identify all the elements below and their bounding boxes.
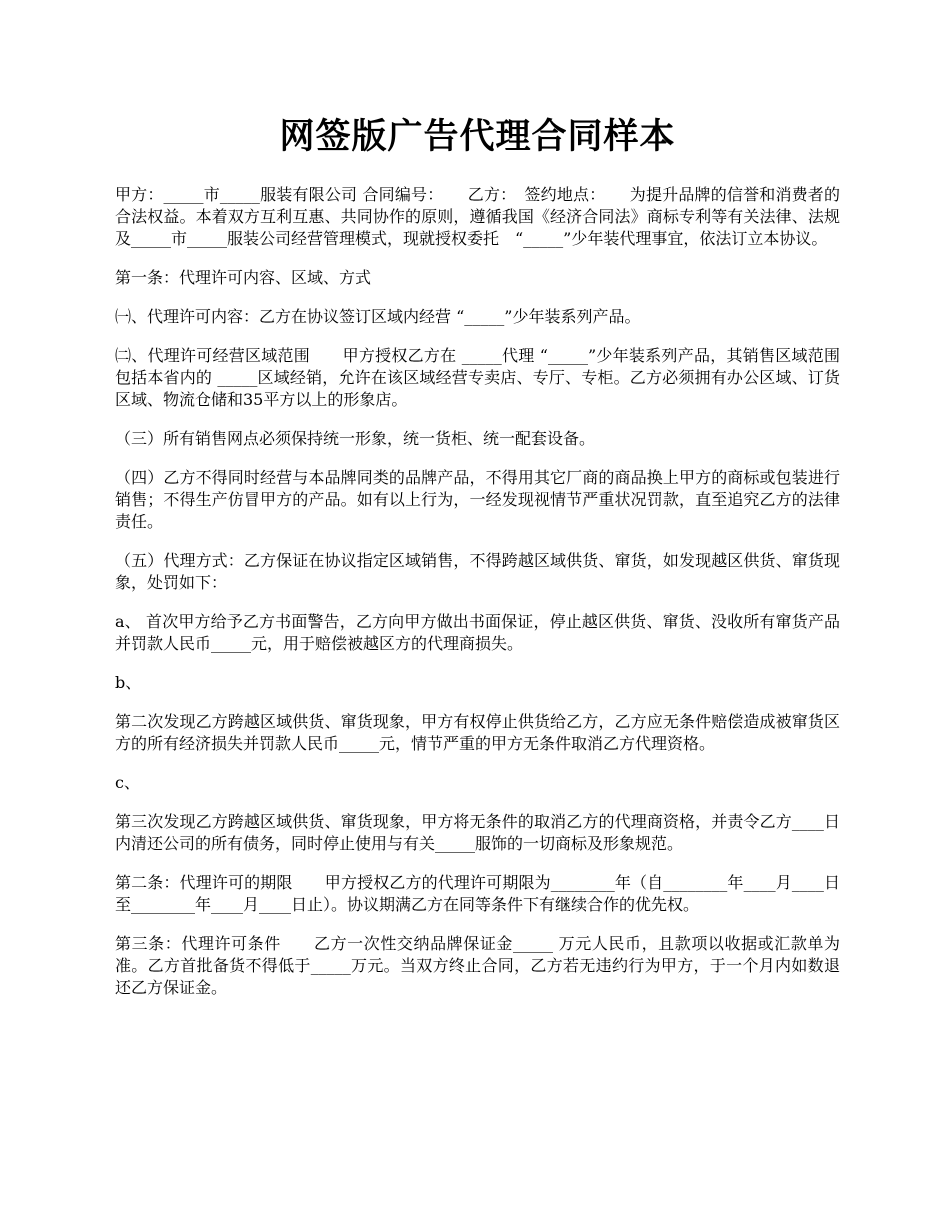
clause-1-1: ㈠、代理许可内容：乙方在协议签订区域内经营 “_____”少年装系列产品。 xyxy=(115,307,641,326)
clause-1-4: （四）乙方不得同时经营与本品牌同类的品牌产品，不得用其它厂商的商品换上甲方的商标或包装进行销售；不得生产仿冒甲方的产品。如有以上行为，一经发现视情节严重状况罚款，直至追究乙方的法律责任。 xyxy=(115,468,840,531)
article-2: 第二条：代理许可的期限 甲方授权乙方的代理许可期限为________年（自________年____月____日至________年____月____日止）。协议期满乙方在同等条件下有继续合作的优先权。 xyxy=(115,873,840,914)
article-1-heading: 第一条：代理许可内容、区域、方式 xyxy=(115,268,372,287)
clause-1-5: （五）代理方式：乙方保证在协议指定区域销售，不得跨越区域供货、窜货，如发现越区供货、窜货现象，处罚如下： xyxy=(115,551,840,592)
document-title: 网签版广告代理合同样本 xyxy=(279,117,676,157)
penalty-b-label: b、 xyxy=(115,673,142,692)
article-3: 第三条：代理许可条件 乙方一次性交纳品牌保证金_____ 万元人民币，且款项以收据或汇款单为准。乙方首批备货不得低于_____万元。当双方终止合同，乙方若无违约行为甲方，于一个月内如数退还乙方保证金。 xyxy=(115,934,840,997)
penalty-c-label: c、 xyxy=(115,773,140,792)
document-page xyxy=(115,0,840,999)
penalty-c: 第三次发现乙方跨越区域供货、窜货现象，甲方将无条件的取消乙方的代理商资格，并责令乙方____日内清还公司的所有债务，同时停止使用与有关_____服饰的一切商标及形象规范。 xyxy=(115,812,840,853)
clause-1-3: （三）所有销售网点必须保持统一形象，统一货柜、统一配套设备。 xyxy=(115,429,596,448)
clause-1-2: ㈡、代理许可经营区域范围 甲方授权乙方在 _____代理 “_____”少年装系列产品，其销售区域范围包括本省内的 _____区域经销，允许在该区域经营专卖店、专厅、专柜。乙方必须拥有办公区域、订货区域、物流仓储和35平方以上的形象店。 xyxy=(115,346,840,409)
penalty-b: 第二次发现乙方跨越区域供货、窜货现象，甲方有权停止供货给乙方，乙方应无条件赔偿造成被窜货区方的所有经济损失并罚款人民币_____元，情节严重的甲方无条件取消乙方代理资格。 xyxy=(115,712,840,753)
penalty-a: a、 首次甲方给予乙方书面警告，乙方向甲方做出书面保证，停止越区供货、窜货、没收所有窜货产品并罚款人民币_____元，用于赔偿被越区方的代理商损失。 xyxy=(115,612,840,653)
intro-paragraph: 甲方：_____市_____服装有限公司 合同编号： 乙方： 签约地点： 为提升品牌的信誉和消费者的合法权益。本着双方互利互惠、共同协作的原则，遵循我国《经济合同法》商标专利等有关法律、法规及_____市_____服装公司经营管理模式，现就授权委托 “_____”少年装代理事宜，依法订立本协议。 xyxy=(115,185,840,248)
